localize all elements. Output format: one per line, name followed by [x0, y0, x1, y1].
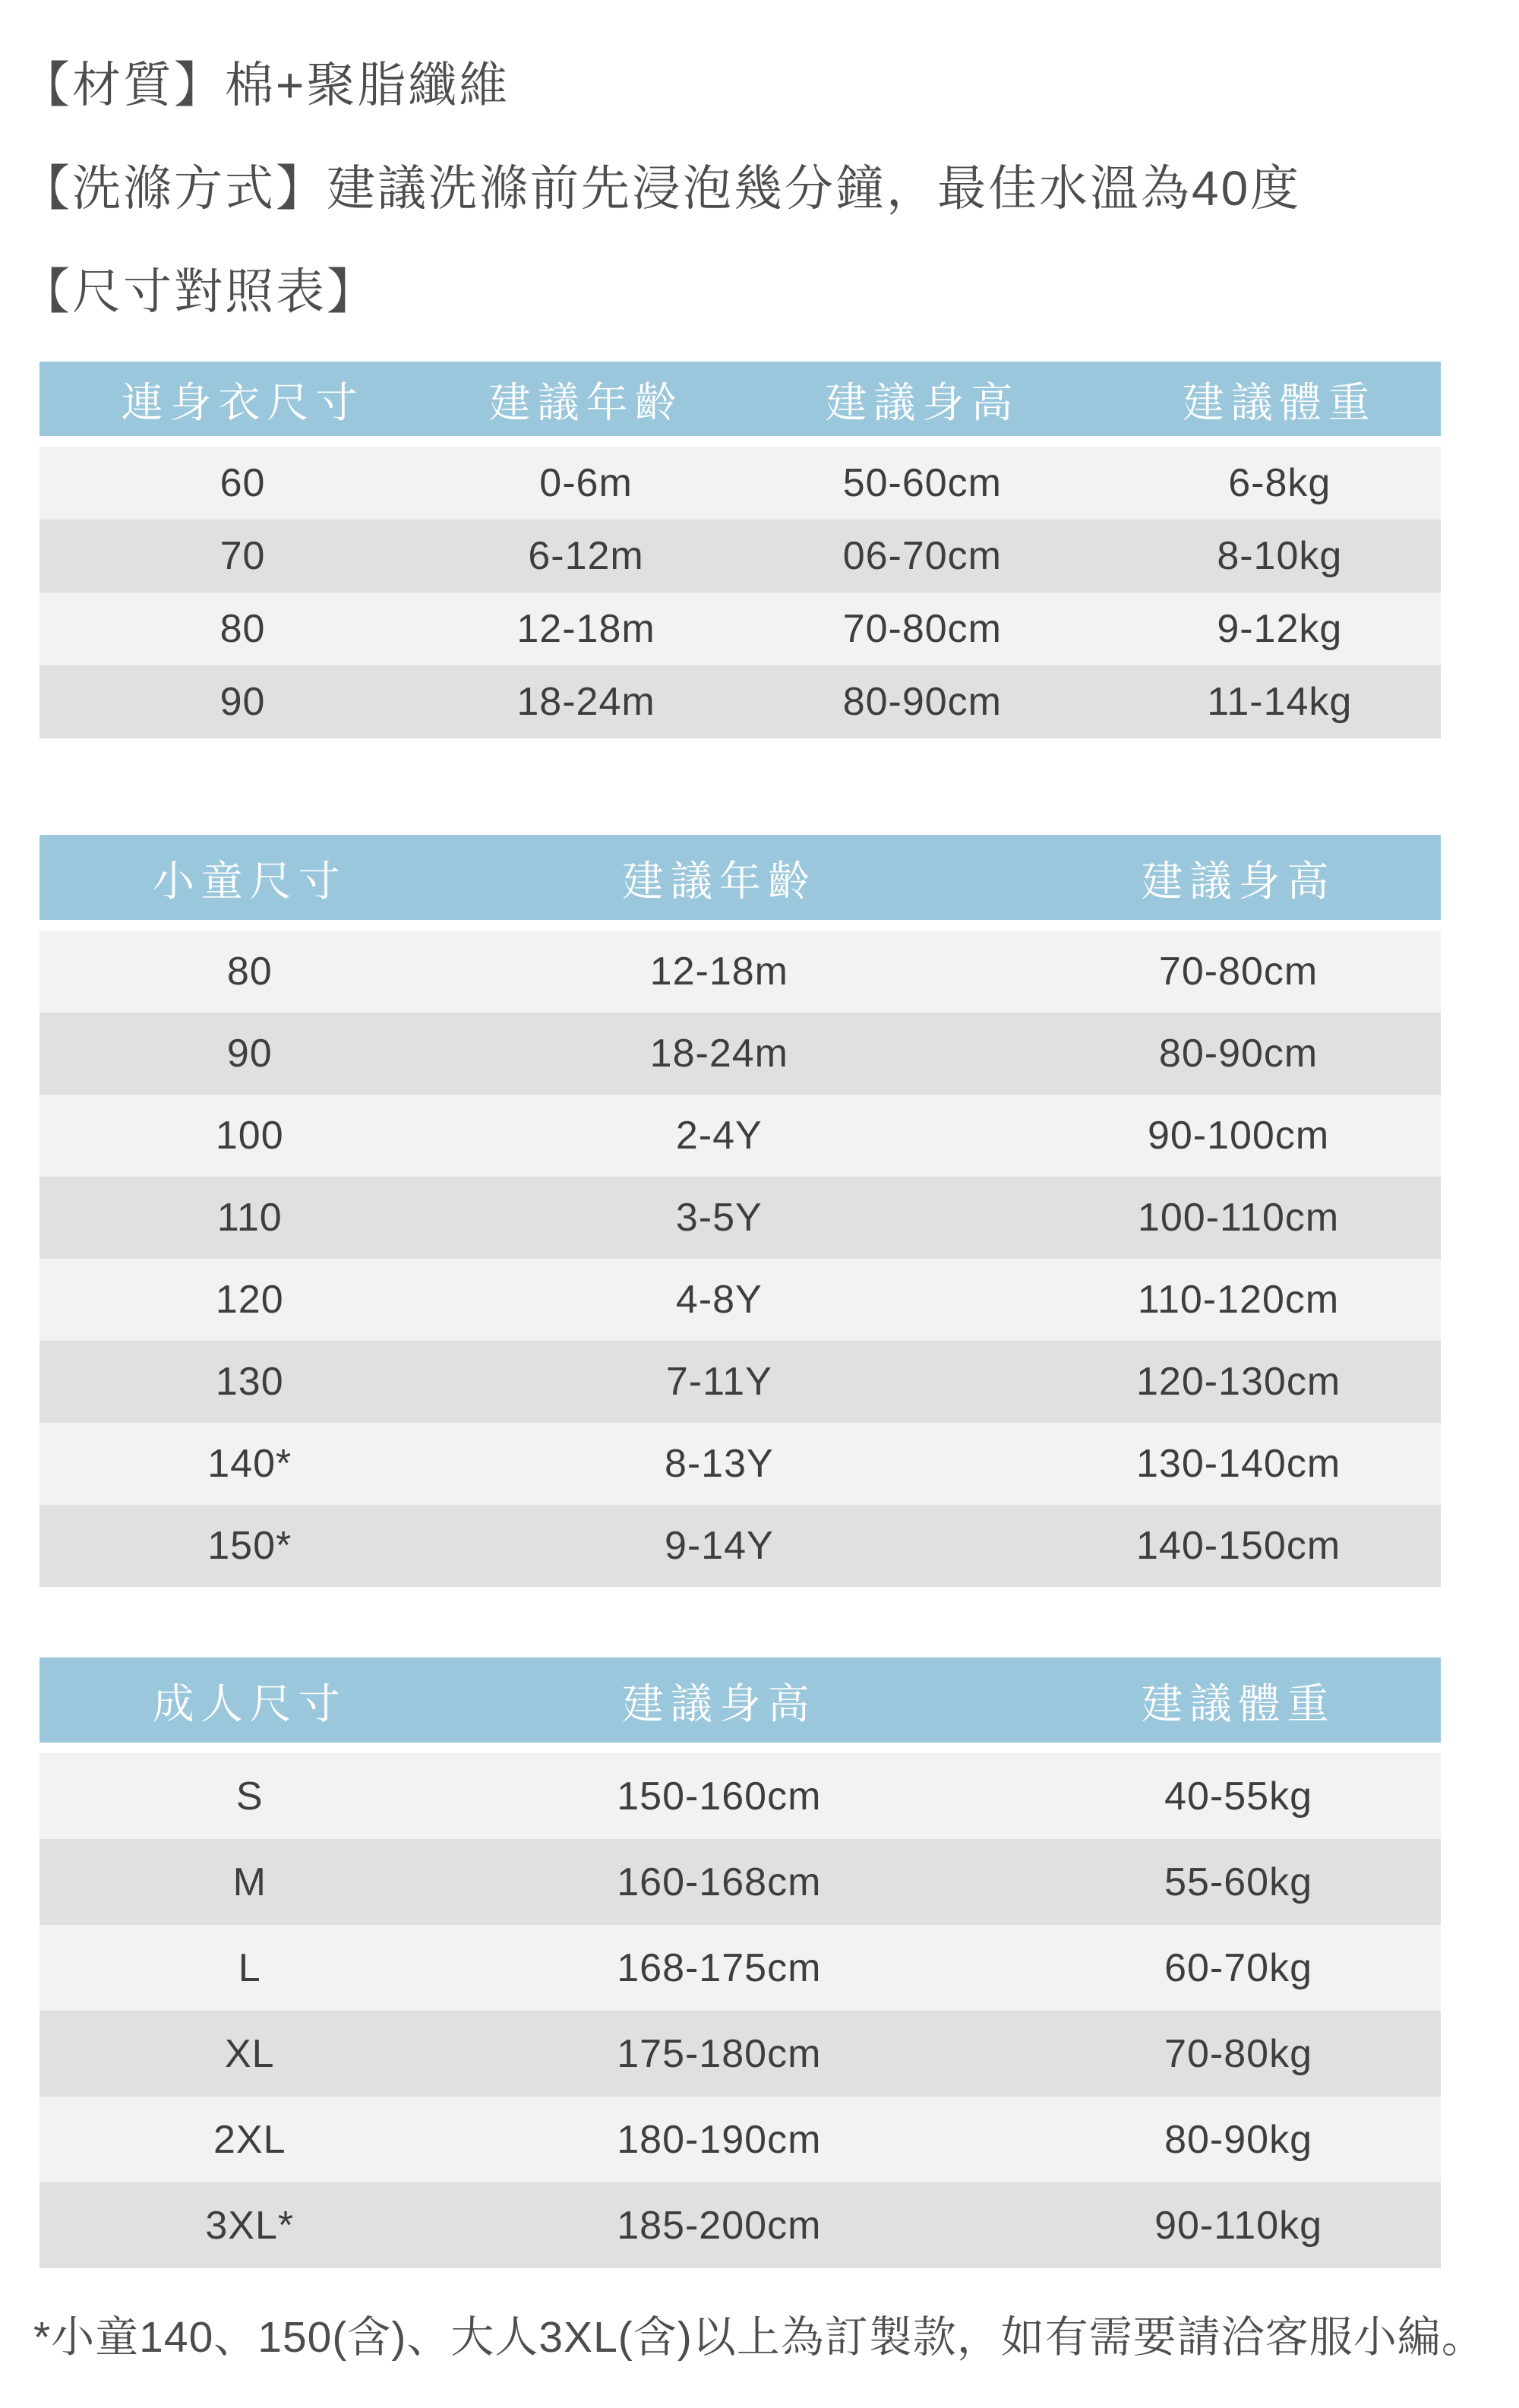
table-cell: 160-168cm: [617, 1860, 822, 1904]
table-cell: 100: [215, 1114, 284, 1158]
table-cell: 55-60kg: [1164, 1860, 1313, 1904]
table-cell: 80: [219, 607, 266, 651]
intro-text-block: [0, 0, 1519, 343]
size-tables-container: [39, 362, 1441, 2268]
table-cell: 120-130cm: [1135, 1360, 1341, 1404]
table-cell: 90: [219, 680, 266, 724]
table-cell: 70-80cm: [842, 607, 1002, 651]
table-row: [39, 447, 1441, 520]
table-cell: 150-160cm: [617, 1774, 822, 1819]
table-cell: M: [232, 1860, 267, 1904]
table-row: [39, 1925, 1441, 2011]
table-cell: 50-60cm: [842, 461, 1002, 505]
table-cell: 3XL*: [205, 2203, 295, 2248]
table-cell: 8-10kg: [1217, 534, 1343, 578]
custom-order-footnote: *小童140、150(含)、大人3XL(含)以上為訂製款，如有需要請洽客服小編。: [33, 2313, 1486, 2362]
table-body: [39, 447, 1441, 738]
table-row: [39, 2097, 1441, 2182]
table-row: [39, 2011, 1441, 2097]
table-cell: 120: [215, 1278, 284, 1322]
table-cell: 6-12m: [528, 534, 644, 578]
table-header-cell: 建議身高: [825, 378, 1020, 426]
table-cell: 90-110kg: [1154, 2203, 1323, 2248]
material-line: 【材質】棉+聚脂纖維: [21, 58, 510, 112]
table-cell: XL: [224, 2031, 275, 2076]
table-cell: 8-13Y: [664, 1442, 774, 1486]
table-row: [39, 1341, 1441, 1423]
table-header-cell: 建議年齡: [488, 378, 684, 426]
table-header-cell: 小童尺寸: [152, 857, 347, 905]
table-cell: 90-100cm: [1147, 1114, 1330, 1158]
table-cell: S: [235, 1774, 264, 1819]
table-cell: 2-4Y: [675, 1114, 763, 1158]
table-cell: 130-140cm: [1135, 1442, 1341, 1486]
table-cell: 175-180cm: [617, 2031, 822, 2076]
table-header-cell: 建議身高: [1141, 857, 1336, 905]
table-cell: 150*: [207, 1524, 292, 1568]
table-cell: 130: [215, 1360, 284, 1404]
washing-instructions-line: 【洗滌方式】建議洗滌前先浸泡幾分鐘，最佳水溫為40度: [21, 161, 1302, 216]
table-header-row: [39, 1657, 1441, 1743]
table-cell: 4-8Y: [675, 1278, 763, 1322]
table-cell: 70-80cm: [1158, 950, 1318, 994]
table-row: [39, 1505, 1441, 1587]
table-header-cell: 建議體重: [1141, 1680, 1336, 1727]
table-cell: 6-8kg: [1228, 461, 1331, 505]
table-cell: 3-5Y: [675, 1196, 763, 1240]
table-row: [39, 1839, 1441, 1925]
table-cell: 60: [219, 461, 266, 505]
table-row: [39, 1259, 1441, 1341]
table-cell: 70-80kg: [1164, 2031, 1313, 2076]
table-row: [39, 1177, 1441, 1259]
table-cell: 180-190cm: [617, 2117, 822, 2162]
table-header-cell: 建議體重: [1182, 378, 1377, 426]
table-cell: 06-70cm: [842, 534, 1002, 578]
table-cell: 90: [226, 1032, 273, 1076]
table-header-row: [39, 362, 1441, 436]
table-header-cell: 連身衣尺寸: [121, 378, 365, 426]
table-cell: 80-90cm: [1158, 1032, 1318, 1076]
table-body: [39, 1753, 1441, 2268]
size-table-kids: [39, 835, 1441, 1587]
table-cell: 168-175cm: [617, 1945, 822, 1990]
table-cell: 80: [226, 950, 273, 994]
table-header-row: [39, 835, 1441, 920]
table-cell: 2XL: [213, 2117, 286, 2162]
table-cell: 7-11Y: [665, 1360, 772, 1404]
table-cell: 80-90cm: [842, 680, 1002, 724]
table-cell: 110-120cm: [1137, 1278, 1340, 1322]
table-cell: 40-55kg: [1164, 1774, 1313, 1819]
table-cell: 70: [219, 534, 266, 578]
table-cell: 110: [216, 1196, 283, 1240]
table-cell: 9-12kg: [1217, 607, 1343, 651]
table-cell: 185-200cm: [617, 2203, 822, 2248]
table-header-cell: 成人尺寸: [152, 1680, 347, 1727]
table-cell: 60-70kg: [1164, 1945, 1313, 1990]
table-row: [39, 931, 1441, 1013]
table-cell: 80-90kg: [1164, 2117, 1313, 2162]
table-cell: 140*: [207, 1442, 292, 1486]
table-header-cell: 建議年齡: [621, 857, 816, 905]
table-cell: 140-150cm: [1135, 1524, 1341, 1568]
table-cell: 12-18m: [516, 607, 655, 651]
table-cell: 9-14Y: [664, 1524, 774, 1568]
size-table-bodysuit: [39, 362, 1441, 738]
table-row: [39, 1423, 1441, 1505]
table-cell: L: [238, 1945, 261, 1990]
table-cell: 12-18m: [649, 950, 788, 994]
table-cell: 0-6m: [539, 461, 633, 505]
table-cell: 11-14kg: [1207, 680, 1353, 724]
table-row: [39, 1013, 1441, 1095]
table-row: [39, 1095, 1441, 1177]
table-row: [39, 520, 1441, 593]
table-cell: 18-24m: [516, 680, 655, 724]
table-row: [39, 593, 1441, 665]
table-cell: 18-24m: [649, 1032, 788, 1076]
table-cell: 100-110cm: [1137, 1196, 1340, 1240]
table-row: [39, 2182, 1441, 2268]
size-table-adult: [39, 1657, 1441, 2268]
table-header-cell: 建議身高: [621, 1680, 816, 1727]
table-body: [39, 931, 1441, 1587]
size-chart-title: 【尺寸對照表】: [21, 264, 377, 319]
table-row: [39, 1753, 1441, 1839]
table-row: [39, 665, 1441, 738]
